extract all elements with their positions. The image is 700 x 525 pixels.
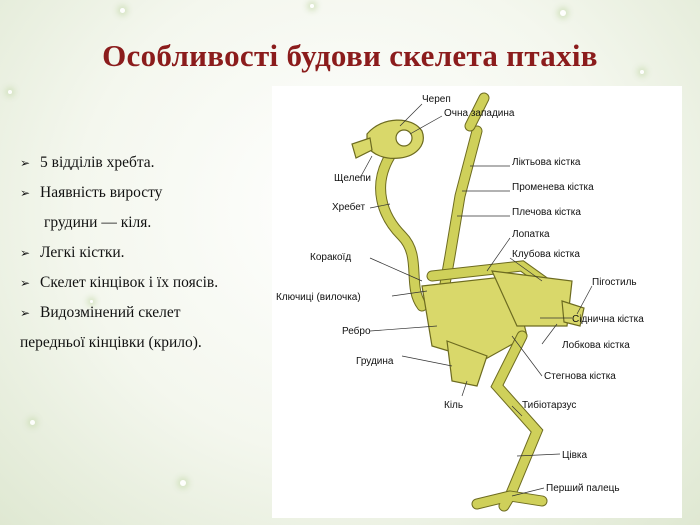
arrow-bullet-icon: ➢ — [20, 276, 31, 290]
bullet-item — [20, 298, 275, 328]
bullet-text: 5 відділів хребта. — [40, 154, 155, 171]
label-orbit: Очна западина — [444, 108, 515, 119]
label-sacrum: Клубова кістка — [512, 249, 580, 260]
label-ischium: Сіднична кістка — [572, 314, 644, 325]
label-femur: Стегнова кістка — [544, 371, 616, 382]
label-keel: Кіль — [444, 400, 464, 411]
bullet-continuation — [20, 328, 275, 358]
bullet-text: грудини — кіля. — [44, 214, 152, 231]
sparkle-decoration — [120, 8, 125, 13]
arrow-bullet-icon: ➢ — [20, 156, 31, 170]
bullet-item — [20, 148, 275, 178]
label-ulna: Ліктьова кістка — [512, 157, 581, 168]
bird-skeleton-figure — [272, 86, 682, 518]
sparkle-decoration — [310, 4, 314, 8]
bullet-item — [20, 268, 275, 298]
label-jaws: Щелепи — [334, 173, 372, 184]
label-tibiotarsus: Тибіотарзус — [522, 400, 577, 411]
bird-skeleton-diagram — [272, 86, 682, 518]
bullet-text: Легкі кістки. — [40, 244, 125, 261]
sparkle-decoration — [8, 90, 12, 94]
label-tarsometatarsus: Цівка — [562, 450, 588, 461]
bullet-text: передньої кінцівки (крило). — [20, 334, 202, 351]
slide-title: Особливості будови скелета птахів — [102, 38, 598, 73]
sparkle-decoration — [560, 10, 566, 16]
arrow-bullet-icon: ➢ — [20, 306, 31, 320]
sparkle-decoration — [30, 420, 35, 425]
bullet-item — [20, 178, 275, 208]
label-rib: Ребро — [342, 326, 371, 337]
bullet-text: Скелет кінцівок і їх поясів. — [40, 274, 219, 291]
sparkle-decoration — [180, 480, 186, 486]
label-furcula: Ключиці (вилочка) — [276, 292, 361, 303]
bullet-continuation — [20, 208, 275, 238]
label-coracoid: Коракоїд — [310, 252, 352, 263]
label-first-toe: Перший палець — [546, 483, 620, 494]
bullet-text: Наявність виросту — [40, 184, 163, 201]
label-radius: Променева кістка — [512, 182, 594, 193]
bullet-text: Видозмінений скелет — [40, 304, 181, 321]
arrow-bullet-icon: ➢ — [20, 246, 31, 260]
arrow-bullet-icon: ➢ — [20, 186, 31, 200]
bullet-list — [20, 148, 275, 358]
label-pygostyle: Пігостиль — [592, 277, 637, 288]
label-sternum: Грудина — [356, 356, 394, 367]
bullet-item — [20, 238, 275, 268]
label-humerus: Плечова кістка — [512, 207, 581, 218]
label-scapula: Лопатка — [512, 229, 550, 240]
label-pubis: Лобкова кістка — [562, 340, 630, 351]
label-spine: Хребет — [332, 202, 366, 213]
label-skull: Череп — [422, 94, 451, 105]
